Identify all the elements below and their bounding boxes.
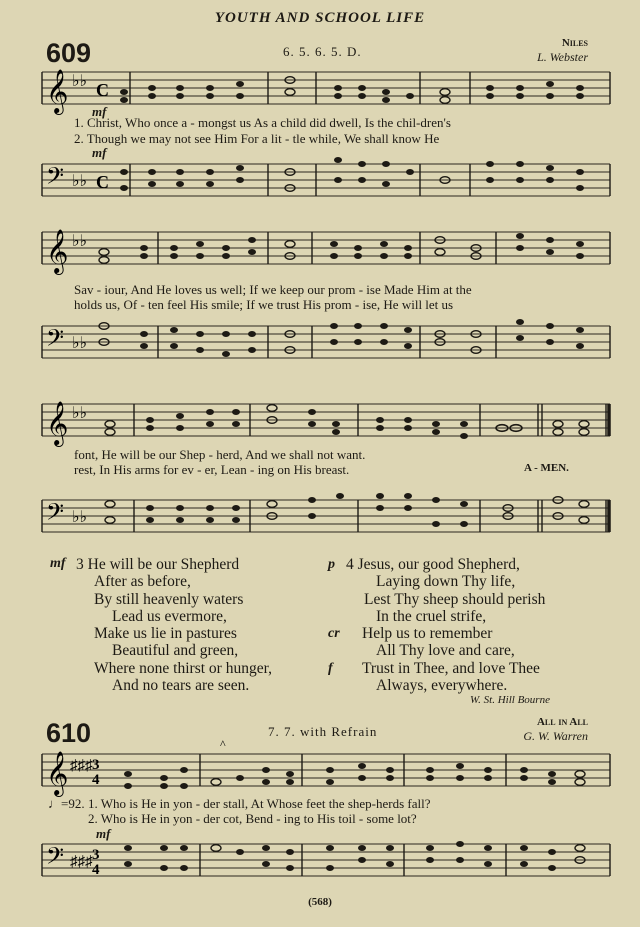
system-1-verse-2: 2. Though we may not see Him For a lit - tle while, We shall know He: [74, 131, 440, 146]
system-1-treble-staff: [40, 66, 612, 114]
stanza-3-line: And no tears are seen.: [112, 677, 250, 695]
stanza-4-dynamic: f: [328, 660, 333, 676]
svg-text:♭♭: ♭♭: [72, 173, 88, 190]
system-2-treble-staff: [40, 226, 612, 274]
hymn-609-tune: Niles: [561, 37, 588, 49]
svg-text:𝄢: 𝄢: [46, 842, 65, 875]
stanza-4-dynamic: [328, 573, 340, 590]
hymn-610-treble-staff: [40, 737, 612, 796]
svg-text:𝄞: 𝄞: [46, 401, 69, 445]
stanza-4-line: 4 Jesus, our good Shepherd,: [346, 556, 520, 573]
svg-text:3: 3: [92, 847, 100, 863]
hymn-610-meter: 7. 7. with Refrain: [268, 724, 378, 739]
system-2-bass-staff: [40, 320, 612, 368]
svg-text:♭♭: ♭♭: [72, 509, 88, 526]
hymn-610-composer: G. W. Warren: [523, 729, 588, 743]
stanza-4-line: Laying down Thy life,: [376, 573, 516, 591]
hymn-609-number: 609: [46, 38, 92, 68]
system-2-verse-1: Sav - iour, And He loves us well; If we keep our prom - ise Made Him at the: [74, 282, 472, 297]
hymn-610-bass-dynamic: mf: [96, 826, 111, 841]
stanza-3-line: 3 He will be our Shepherd: [76, 556, 240, 573]
stanza-3-line: Where none thirst or hunger,: [94, 659, 273, 677]
stanza-3-dynamic: mf: [50, 556, 66, 571]
svg-text:C: C: [96, 80, 109, 100]
system-3-verse-1: font, He will be our Shep - herd, And we shall not want.: [74, 447, 366, 462]
system-2-verse-2: holds us, Of - ten feel His smile; If we trust His prom - ise, He will let us: [74, 297, 454, 312]
hymn-610-verse-2: 2. Who is He in yon - der cot, Bend - ing to His toil - some lot?: [88, 811, 417, 826]
stanza-3-line: Lead us evermore,: [112, 607, 227, 625]
hymn-610-bass-staff: [40, 838, 612, 888]
system-1-treble-dynamic: mf: [92, 104, 107, 119]
stanza-4-dynamic: [328, 677, 340, 694]
svg-text:C: C: [96, 172, 109, 192]
hymn-610-number: 610: [46, 718, 92, 748]
hymn-609-composer: L. Webster: [537, 50, 588, 64]
hymn-609-meter: 6. 5. 6. 5. D.: [283, 44, 362, 59]
stanza-4-dynamic: cr: [328, 626, 340, 642]
stanza-4-dynamic: [328, 591, 340, 608]
svg-text:♭♭: ♭♭: [72, 73, 88, 90]
svg-text:𝄞: 𝄞: [46, 69, 69, 113]
svg-text:4: 4: [92, 862, 100, 878]
hymn-610-tempo: ♩=92.: [48, 796, 85, 811]
system-3-verse-2: rest, In His arms for ev - er, Lean - ing on His breast.: [74, 462, 350, 477]
svg-text:♭♭: ♭♭: [72, 233, 88, 250]
system-1-bass-staff: [40, 158, 612, 206]
stanza-4-line: Trust in Thee, and love Thee: [362, 659, 540, 677]
stanza-4: [346, 556, 545, 694]
stanza-4-line: Help us to remember: [362, 625, 493, 643]
stanza-4-line: In the cruel strife,: [376, 607, 487, 625]
stanza-3-line: Beautiful and green,: [112, 642, 239, 660]
hymn-610-tune: All in All: [536, 716, 588, 728]
stanza-3-line: Make us lie in pastures: [94, 625, 237, 643]
svg-text:𝄞: 𝄞: [46, 751, 69, 795]
system-3-bass-staff: [40, 494, 612, 542]
stanza-4-dynamic: p: [328, 557, 335, 572]
stanza-4-dynamic: [328, 642, 340, 659]
svg-text:𝄢: 𝄢: [46, 498, 65, 531]
system-1-bass-dynamic: mf: [92, 145, 107, 160]
hymn-609-author: W. St. Hill Bourne: [470, 694, 550, 706]
stanza-4-dynamic: [328, 608, 340, 625]
stanza-3-line: After as before,: [94, 573, 191, 591]
stanza-4-dynamics: [328, 556, 340, 694]
svg-text:♯♯♯: ♯♯♯: [70, 854, 93, 870]
svg-text:4: 4: [92, 772, 100, 788]
svg-text:𝄢: 𝄢: [46, 324, 65, 357]
stanza-3: [76, 556, 272, 694]
stanza-3-line: By still heavenly waters: [94, 590, 244, 608]
svg-text:♭♭: ♭♭: [72, 335, 88, 352]
stanza-4-line: Lest Thy sheep should perish: [364, 590, 546, 608]
svg-text:^: ^: [220, 737, 226, 751]
svg-text:♯♯♯: ♯♯♯: [70, 758, 93, 774]
svg-text:♭♭: ♭♭: [72, 405, 88, 422]
system-3-treble-staff: [40, 398, 612, 446]
hymn-610-verse-1: 1. Who is He in yon - der stall, At Whose feet the shep-herds fall?: [88, 796, 431, 811]
svg-text:𝄢: 𝄢: [46, 162, 65, 195]
amen-label: A - MEN.: [524, 462, 569, 474]
page-number: (568): [308, 896, 332, 908]
system-1-verse-1: 1. Christ, Who once a - mongst us As a child did dwell, Is the chil-dren's: [74, 115, 451, 130]
stanza-4-line: Always, everywhere.: [376, 677, 508, 695]
svg-text:3: 3: [92, 757, 100, 773]
svg-text:𝄞: 𝄞: [46, 229, 69, 273]
stanza-4-line: All Thy love and care,: [376, 642, 515, 660]
page-header: YOUTH AND SCHOOL LIFE: [214, 10, 426, 26]
